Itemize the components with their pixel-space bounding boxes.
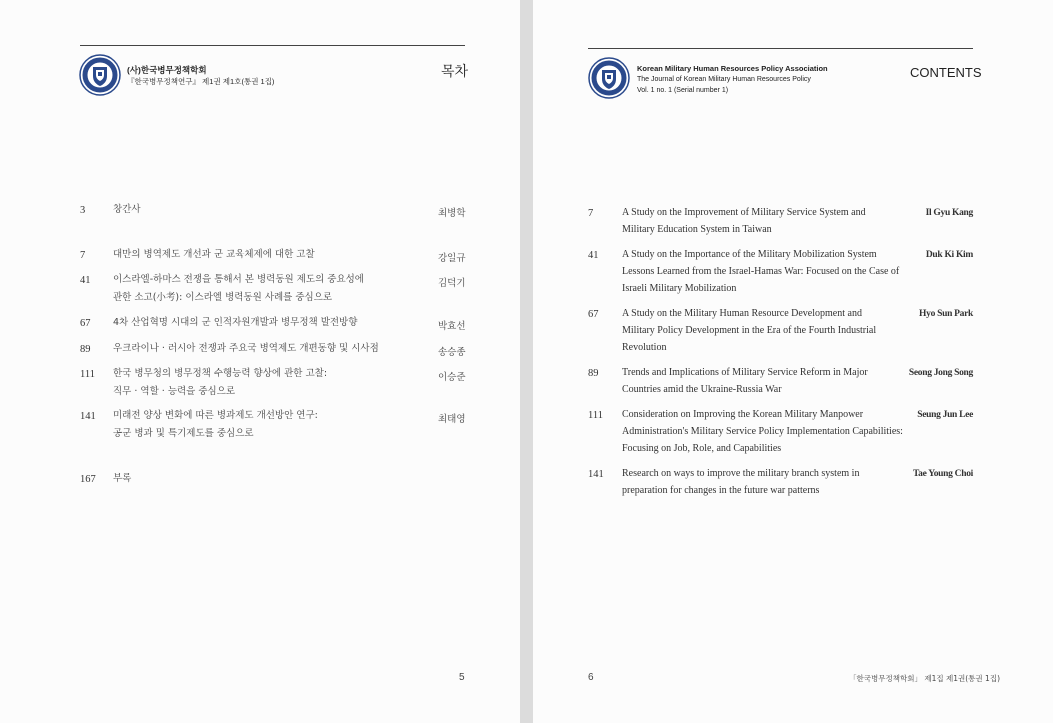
toc-entry-title-line: Research on ways to improve the military branch system in <box>622 468 860 479</box>
toc-entry-title <box>113 365 413 401</box>
toc-entry-author: 박효선 <box>438 321 466 332</box>
toc-entry-author: Il Gyu Kang <box>925 208 973 218</box>
toc-entry-author: Hyo Sun Park <box>919 309 973 319</box>
toc-page-number: 111 <box>80 369 95 380</box>
toc-entry-title-line: 부록 <box>113 473 132 484</box>
toc-page-number: 89 <box>588 368 599 379</box>
toc-entry-title-line: A Study on the Military Human Resource Development and <box>622 308 862 319</box>
toc-entry-title-line: Military Policy Development in the Era of the Fourth Industrial <box>622 325 877 337</box>
toc-entry-title-line: A Study on the Improvement of Military Service System and <box>622 207 866 218</box>
toc-page-number: 41 <box>80 275 91 286</box>
header-journal-name: The Journal of Korean Military Human Resources Policy <box>637 76 811 83</box>
toc-entry-author: 송승종 <box>438 347 466 358</box>
page-title: 목차 <box>441 63 469 79</box>
toc-entry-title-line: 공군 병과 및 특기제도를 중심으로 <box>113 428 254 439</box>
toc-entry-title-line: preparation for changes in the future war patterns <box>622 485 820 497</box>
toc-page-number: 7 <box>588 208 594 219</box>
toc-entry-title <box>113 470 413 488</box>
toc-entry-title <box>113 407 413 443</box>
toc-entry-title-line: 이스라엘-하마스 전쟁을 통해서 본 병력동원 제도의 중요성에 <box>113 274 364 285</box>
toc-entry-title <box>622 246 922 298</box>
toc-entry-author: Seong Jong Song <box>908 368 973 378</box>
toc-entry-title-line: 직무 · 역할 · 능력을 중심으로 <box>113 386 236 397</box>
toc-entry-title <box>622 204 922 238</box>
toc-page-number: 141 <box>80 411 96 422</box>
toc-entry-title <box>113 271 413 307</box>
toc-entry-title-line: 창간사 <box>113 204 141 215</box>
toc-entry-title-line: 미래전 양상 변화에 따른 병과제도 개선방안 연구: <box>113 410 318 421</box>
toc-entry-title-line: Lessons Learned from the Israel-Hamas War: Focused on the Case of <box>622 266 900 278</box>
toc-entry-title-line: A Study on the Importance of the Military Mobilization System <box>622 249 877 260</box>
page-number: 6 <box>588 672 594 683</box>
toc-entry-author: Tae Young Choi <box>912 469 973 479</box>
toc-entry-title-line: 대만의 병역제도 개선과 군 교육체제에 대한 고찰 <box>113 249 315 260</box>
toc-entry-title-line: 한국 병무청의 병무정책 수행능력 향상에 관한 고찰: <box>113 368 328 379</box>
toc-entry-author: 김덕기 <box>438 278 466 289</box>
toc-entry-title-line: Trends and Implications of Military Service Reform in Major <box>622 367 868 378</box>
header-association-name: (사)한국병무정책학회 <box>127 65 207 75</box>
right-page <box>533 0 1053 723</box>
page-number: 5 <box>459 672 465 683</box>
toc-page-number: 111 <box>588 410 603 421</box>
toc-entry-author: 이승준 <box>438 372 466 383</box>
header-journal-info: 『한국병무정책연구』 제1권 제1호(통권 1집) <box>127 77 275 86</box>
toc-entry-author: Duk Ki Kim <box>925 250 973 260</box>
left-page <box>0 0 520 723</box>
toc-page-number: 67 <box>588 309 599 320</box>
page-title: CONTENTS <box>910 65 982 80</box>
toc-page-number: 3 <box>80 205 86 216</box>
toc-entry-title-line: 관한 소고(小考): 이스라엘 병력동원 사례를 중심으로 <box>113 292 333 303</box>
toc-entry-title-line: Administration's Military Service Policy Implementation Capabilities: <box>622 426 903 438</box>
toc-entry-title-line: Focusing on Job, Role, and Capabilities <box>622 443 782 455</box>
toc-entry-author: 최태영 <box>438 414 466 425</box>
toc-entry-title <box>113 340 413 358</box>
toc-entry-title <box>113 246 413 264</box>
toc-entry-title <box>622 465 922 499</box>
toc-entry-author: Seung Jun Lee <box>917 410 973 420</box>
toc-entry-title <box>622 305 922 357</box>
toc-entry-title-line: Revolution <box>622 342 667 354</box>
toc-entry-title-line: Military Education System in Taiwan <box>622 224 772 236</box>
toc-entry-author: 강일규 <box>438 253 466 264</box>
toc-page-number: 67 <box>80 318 91 329</box>
header-rule <box>588 48 973 49</box>
header-volume-info: Vol. 1 no. 1 (Serial number 1) <box>637 87 729 94</box>
toc-entry-title <box>113 314 413 332</box>
toc-page-number: 89 <box>80 344 91 355</box>
toc-entry-title-line: Consideration on Improving the Korean Military Manpower <box>622 409 864 420</box>
toc-entry-title <box>622 406 922 458</box>
toc-entry-title-line: Israeli Military Mobilization <box>622 283 737 295</box>
toc-page-number: 7 <box>80 250 86 261</box>
toc-entry-author: 최병학 <box>438 208 466 219</box>
toc-page-number: 41 <box>588 250 599 261</box>
footer-journal-info: 「한국병무정책학회」 제1집 제1권(통권 1집) <box>849 674 1000 683</box>
header-association-name: Korean Military Human Resources Policy Association <box>637 64 828 73</box>
toc-page-number: 167 <box>80 474 96 485</box>
toc-entry-title-line: Countries amid the Ukraine-Russia War <box>622 384 782 396</box>
toc-entry-title <box>113 201 413 219</box>
toc-page-number: 141 <box>588 469 604 480</box>
toc-entry-title <box>622 364 922 398</box>
toc-entry-title-line: 우크라이나 · 러시아 전쟁과 주요국 병역제도 개편동향 및 시사점 <box>113 343 379 354</box>
association-seal-logo-icon <box>79 54 121 96</box>
toc-entry-title-line: 4차 산업혁명 시대의 군 인적자원개발과 병무정책 발전방향 <box>113 317 358 328</box>
association-seal-logo-icon <box>588 57 630 99</box>
header-rule <box>80 45 465 46</box>
